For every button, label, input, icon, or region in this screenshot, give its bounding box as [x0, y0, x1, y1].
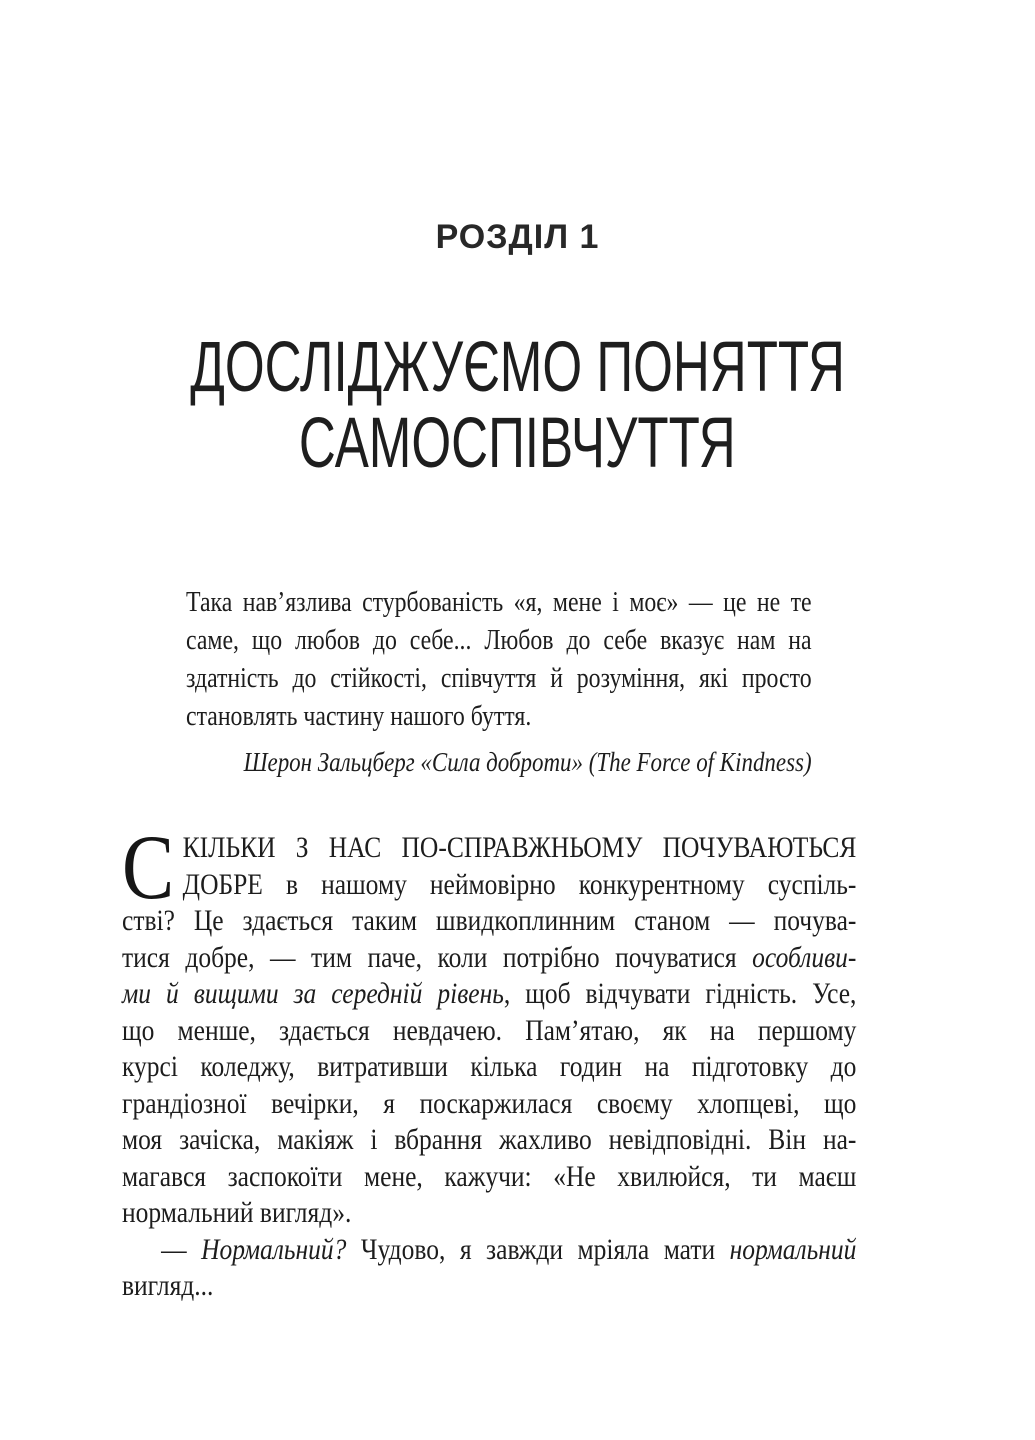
- text-line: магався заспокоїти мене, кажучи: «Не хвилюйся, ти маєш: [122, 1159, 857, 1193]
- chapter-title: [0, 330, 1035, 482]
- epigraph-lines: [186, 584, 812, 736]
- chapter-title-line-2: САМОСПІВЧУТТЯ: [299, 404, 736, 483]
- chapter-label: РОЗДІЛ 1: [435, 218, 600, 256]
- epigraph-line: саме, що любов до себе... Любов до себе вказує нам на: [186, 625, 812, 656]
- epigraph: [186, 584, 812, 781]
- text-line: КІЛЬКИ З НАС ПО-СПРАВЖНЬОМУ ПОЧУВАЮТЬСЯ: [182, 831, 857, 864]
- text-line: вигляд...: [122, 1269, 214, 1302]
- paragraph: [122, 1232, 856, 1305]
- epigraph-line: здатність до стійкості, співчуття й розуміння, які просто: [186, 663, 812, 694]
- text-line: — Нормальний? Чудово, я завжди мріяла мати нормальний: [161, 1232, 857, 1266]
- text-line: моя зачіска, макіяж і вбрання жахливо невідповідні. Він на-: [122, 1123, 857, 1156]
- body-text: [122, 816, 857, 1305]
- text-line: ми й вищими за середній рівень, щоб відчувати гідність. Усе,: [122, 977, 857, 1010]
- text-line: нормальний вигляд».: [122, 1196, 352, 1229]
- text-line: тися добре, — тим паче, коли потрібно почуватися особливи-: [122, 940, 857, 974]
- epigraph-line: становлять частину нашого буття.: [186, 701, 532, 732]
- text-line: грандіозної вечірки, я поскаржилася своєму хлопцеві, що: [122, 1086, 857, 1120]
- chapter-title-line-1: ДОСЛІДЖУЄМО ПОНЯТТЯ: [190, 328, 845, 407]
- text-line: що менше, здається невдачею. Пам’ятаю, як на першому: [122, 1013, 857, 1047]
- text-line: стві? Це здається таким швидкоплинним станом — почува-: [122, 904, 857, 937]
- paragraph: [122, 816, 857, 1232]
- epigraph-attribution: Шерон Зальцберг «Сила доброти» (The Force of Kindness): [243, 747, 812, 777]
- text-line: курсі коледжу, витративши кілька годин на підготовку до: [122, 1050, 857, 1083]
- text-line: ДОБРЕ в нашому неймовірно конкурентному суспіль-: [182, 867, 857, 901]
- epigraph-line: Така нав’язлива стурбованість «я, мене і моє» — це не те: [186, 587, 812, 618]
- drop-cap: С: [122, 816, 175, 918]
